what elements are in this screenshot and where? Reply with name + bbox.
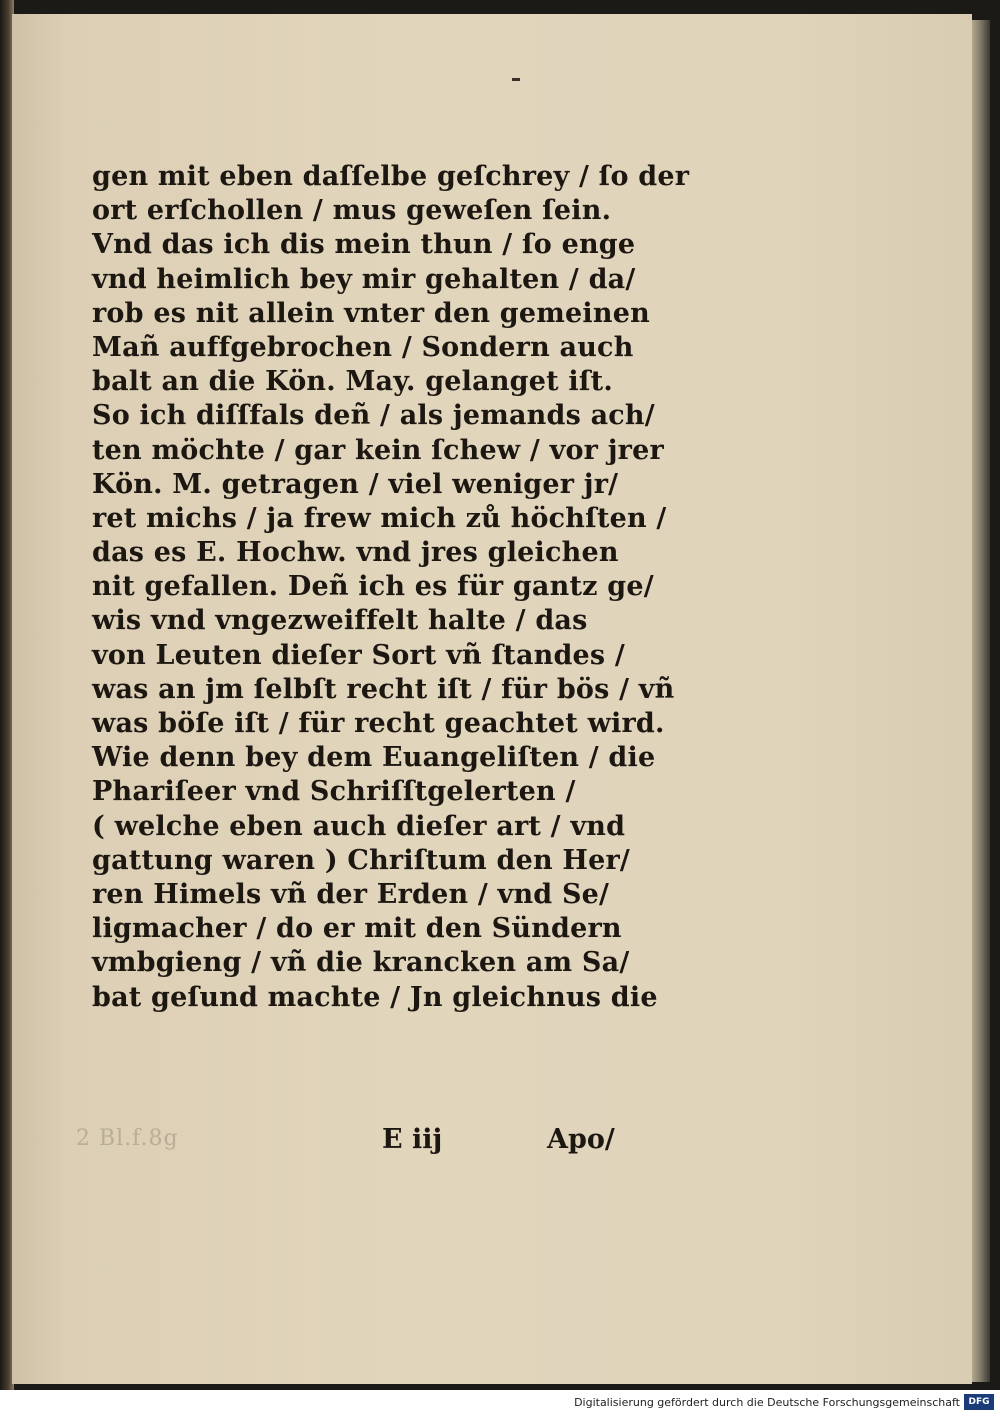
- text-line: Kön. M. getragen / viel weniger jr/: [92, 468, 619, 500]
- text-line: Mañ auffgebrochen / Sondern auch: [92, 331, 634, 363]
- text-block: [92, 160, 690, 1015]
- text-line: was an jm ſelbſt recht iſt / für bös / vñ: [92, 673, 675, 705]
- page-foot: [92, 1122, 662, 1162]
- signature-mark: E iij: [382, 1124, 443, 1155]
- footer-bar: [0, 1390, 1000, 1416]
- text-line: vnd heimlich bey mir gehalten / da/: [92, 263, 636, 295]
- text-line: ret michs / ja frew mich zů höchſten /: [92, 502, 667, 534]
- text-line: ligmacher / do er mit den Sündern: [92, 913, 622, 945]
- footer-credit: Digitalisierung gefördert durch die Deutsche Forschungsgemeinschaft: [574, 1396, 960, 1409]
- page-fore-edge: [972, 20, 990, 1382]
- text-line: bat geſund machte / Jn gleichnus die: [92, 981, 658, 1013]
- text-line: Wie denn bey dem Euangeliſten / die: [92, 742, 656, 774]
- text-line: Vnd das ich dis mein thun / ſo enge: [92, 229, 636, 261]
- text-line: das es E. Hochw. vnd jres gleichen: [92, 537, 619, 569]
- text-line: ten möchte / gar kein ſchew / vor jrer: [92, 434, 664, 466]
- text-line: ort erſchollen / mus geweſen ſein.: [92, 195, 612, 227]
- shelfmark-stamp: 2 Bl.f.8g: [76, 1126, 179, 1151]
- text-line: ( welche eben auch dieſer art / vnd: [92, 810, 626, 842]
- text-line: So ich diſſfals deñ / als jemands ach/: [92, 400, 655, 432]
- text-line: rob es nit allein vnter den gemeinen: [92, 297, 650, 329]
- text-line: vmbgieng / vñ die krancken am Sa/: [92, 947, 630, 979]
- text-line: von Leuten dieſer Sort vñ ſtandes /: [92, 639, 625, 671]
- dfg-logo: DFG: [964, 1394, 994, 1410]
- text-line: gen mit eben daſſelbe geſchrey / ſo der: [92, 161, 690, 192]
- text-line: Phariſeer vnd Schriſſtgelerten /: [92, 776, 576, 808]
- text-line: wis vnd vngezweiffelt halte / das: [92, 605, 588, 637]
- ink-mark: [512, 78, 520, 81]
- text-line: ren Himels vñ der Erden / vnd Se/: [92, 878, 610, 910]
- text-line: balt an die Kön. May. gelanget iſt.: [92, 366, 613, 398]
- text-line: was böſe iſt / für recht geachtet wird.: [92, 708, 665, 739]
- catchword: Apo/: [547, 1124, 615, 1155]
- text-line: nit gefallen. Deñ ich es für gantz ge/: [92, 571, 654, 603]
- text-line: gattung waren ) Chriſtum den Her/: [92, 844, 630, 876]
